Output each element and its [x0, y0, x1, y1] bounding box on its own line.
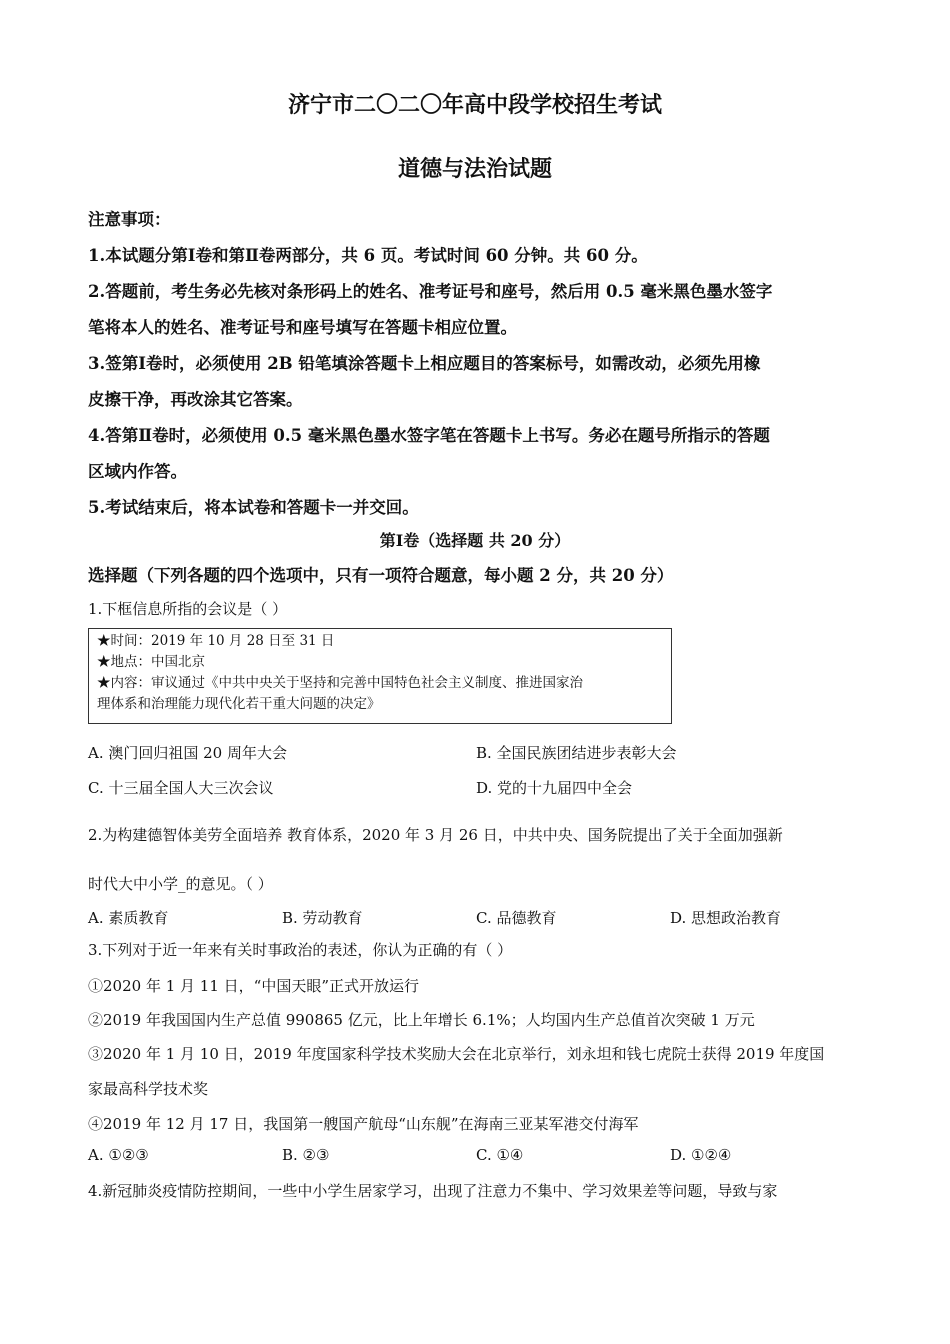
q1-option-d: D. 党的十九届四中全会	[476, 779, 633, 797]
section-instructions: 选择题（下列各题的四个选项中，只有一项符合题意，每小题 2 分，共 20 分）	[88, 566, 674, 585]
q2-option-c: C. 品德教育	[476, 909, 557, 927]
page-subtitle: 道德与法治试题	[397, 156, 552, 182]
q2-option-b: B. 劳动教育	[282, 909, 363, 927]
q2-option-a: A. 素质教育	[88, 909, 169, 927]
q2-stem-cont: 时代大中小学_的意见。（ ）	[88, 875, 273, 893]
page-title: 济宁市二〇二〇年高中段学校招生考试	[287, 92, 662, 118]
q1-stem: 1.下框信息所指的会议是（ ）	[88, 600, 288, 618]
q1-box-line: 理体系和治理能力现代化若干重大问题的决定》	[97, 696, 381, 712]
q3-item: ④2019 年 12 月 17 日，我国第一艘国产航母“山东舰”在海南三亚某军港交付海军	[88, 1115, 639, 1133]
notice-item: 1.本试题分第Ⅰ卷和第Ⅱ卷两部分，共 6 页。考试时间 60 分钟。共 60 分。	[88, 246, 648, 265]
q2-stem: 2.为构建德智体美劳全面培养 教育体系，2020 年 3 月 26 日，中共中央、国务院提出了关于全面加强新	[88, 826, 783, 844]
q3-item: ③2020 年 1 月 10 日，2019 年度国家科学技术奖励大会在北京举行，刘永坦和钱七虎院士获得 2019 年度国	[88, 1045, 825, 1063]
q1-box-line: ★地点：中国北京	[97, 654, 205, 670]
section-title: 第Ⅰ卷（选择题 共 20 分）	[379, 531, 571, 550]
notice-item: 皮擦干净，再改涂其它答案。	[88, 390, 303, 409]
q1-box-line: ★时间：2019 年 10 月 28 日至 31 日	[97, 633, 335, 649]
q1-option-a: A. 澳门回归祖国 20 周年大会	[88, 744, 287, 762]
q1-option-c: C. 十三届全国人大三次会议	[88, 779, 274, 797]
q1-box-line: ★内容：审议通过《中共中央关于坚持和完善中国特色社会主义制度、推进国家治	[97, 675, 583, 691]
notice-item: 2.答题前，考生务必先核对条形码上的姓名、准考证号和座号，然后用 0.5 毫米黑色墨水签字	[88, 282, 773, 301]
notice-item: 笔将本人的姓名、准考证号和座号填写在答题卡相应位置。	[88, 318, 517, 337]
q3-option-d: D. ①②④	[670, 1146, 732, 1164]
q3-option-c: C. ①④	[476, 1146, 524, 1164]
q1-info-box	[88, 628, 672, 724]
notice-item: 区域内作答。	[88, 462, 187, 481]
q2-option-d: D. 思想政治教育	[670, 909, 782, 927]
notice-item: 3.签第Ⅰ卷时，必须使用 2B 铅笔填涂答题卡上相应题目的答案标号，如需改动，必须先用橡	[88, 354, 761, 373]
q3-option-b: B. ②③	[282, 1146, 330, 1164]
notice-item: 4.答第Ⅱ卷时，必须使用 0.5 毫米黑色墨水签字笔在答题卡上书写。务必在题号所指示的答题	[88, 426, 770, 445]
q3-item: ②2019 年我国国内生产总值 990865 亿元，比上年增长 6.1%；人均国内生产总值首次突破 1 万元	[88, 1011, 755, 1029]
q3-item: ①2020 年 1 月 11 日，“中国天眼”正式开放运行	[88, 977, 419, 995]
q3-item: 家最高科学技术奖	[88, 1080, 209, 1098]
q3-stem: 3.下列对于近一年来有关时事政治的表述，你认为正确的有（ ）	[88, 941, 513, 959]
q1-option-b: B. 全国民族团结进步表彰大会	[476, 744, 677, 762]
q3-option-a: A. ①②③	[88, 1146, 149, 1164]
q4-stem: 4.新冠肺炎疫情防控期间，一些中小学生居家学习，出现了注意力不集中、学习效果差等问题，导致与家	[88, 1182, 778, 1200]
notice-heading: 注意事项：	[88, 210, 171, 229]
notice-item: 5.考试结束后，将本试卷和答题卡一并交回。	[88, 498, 419, 517]
